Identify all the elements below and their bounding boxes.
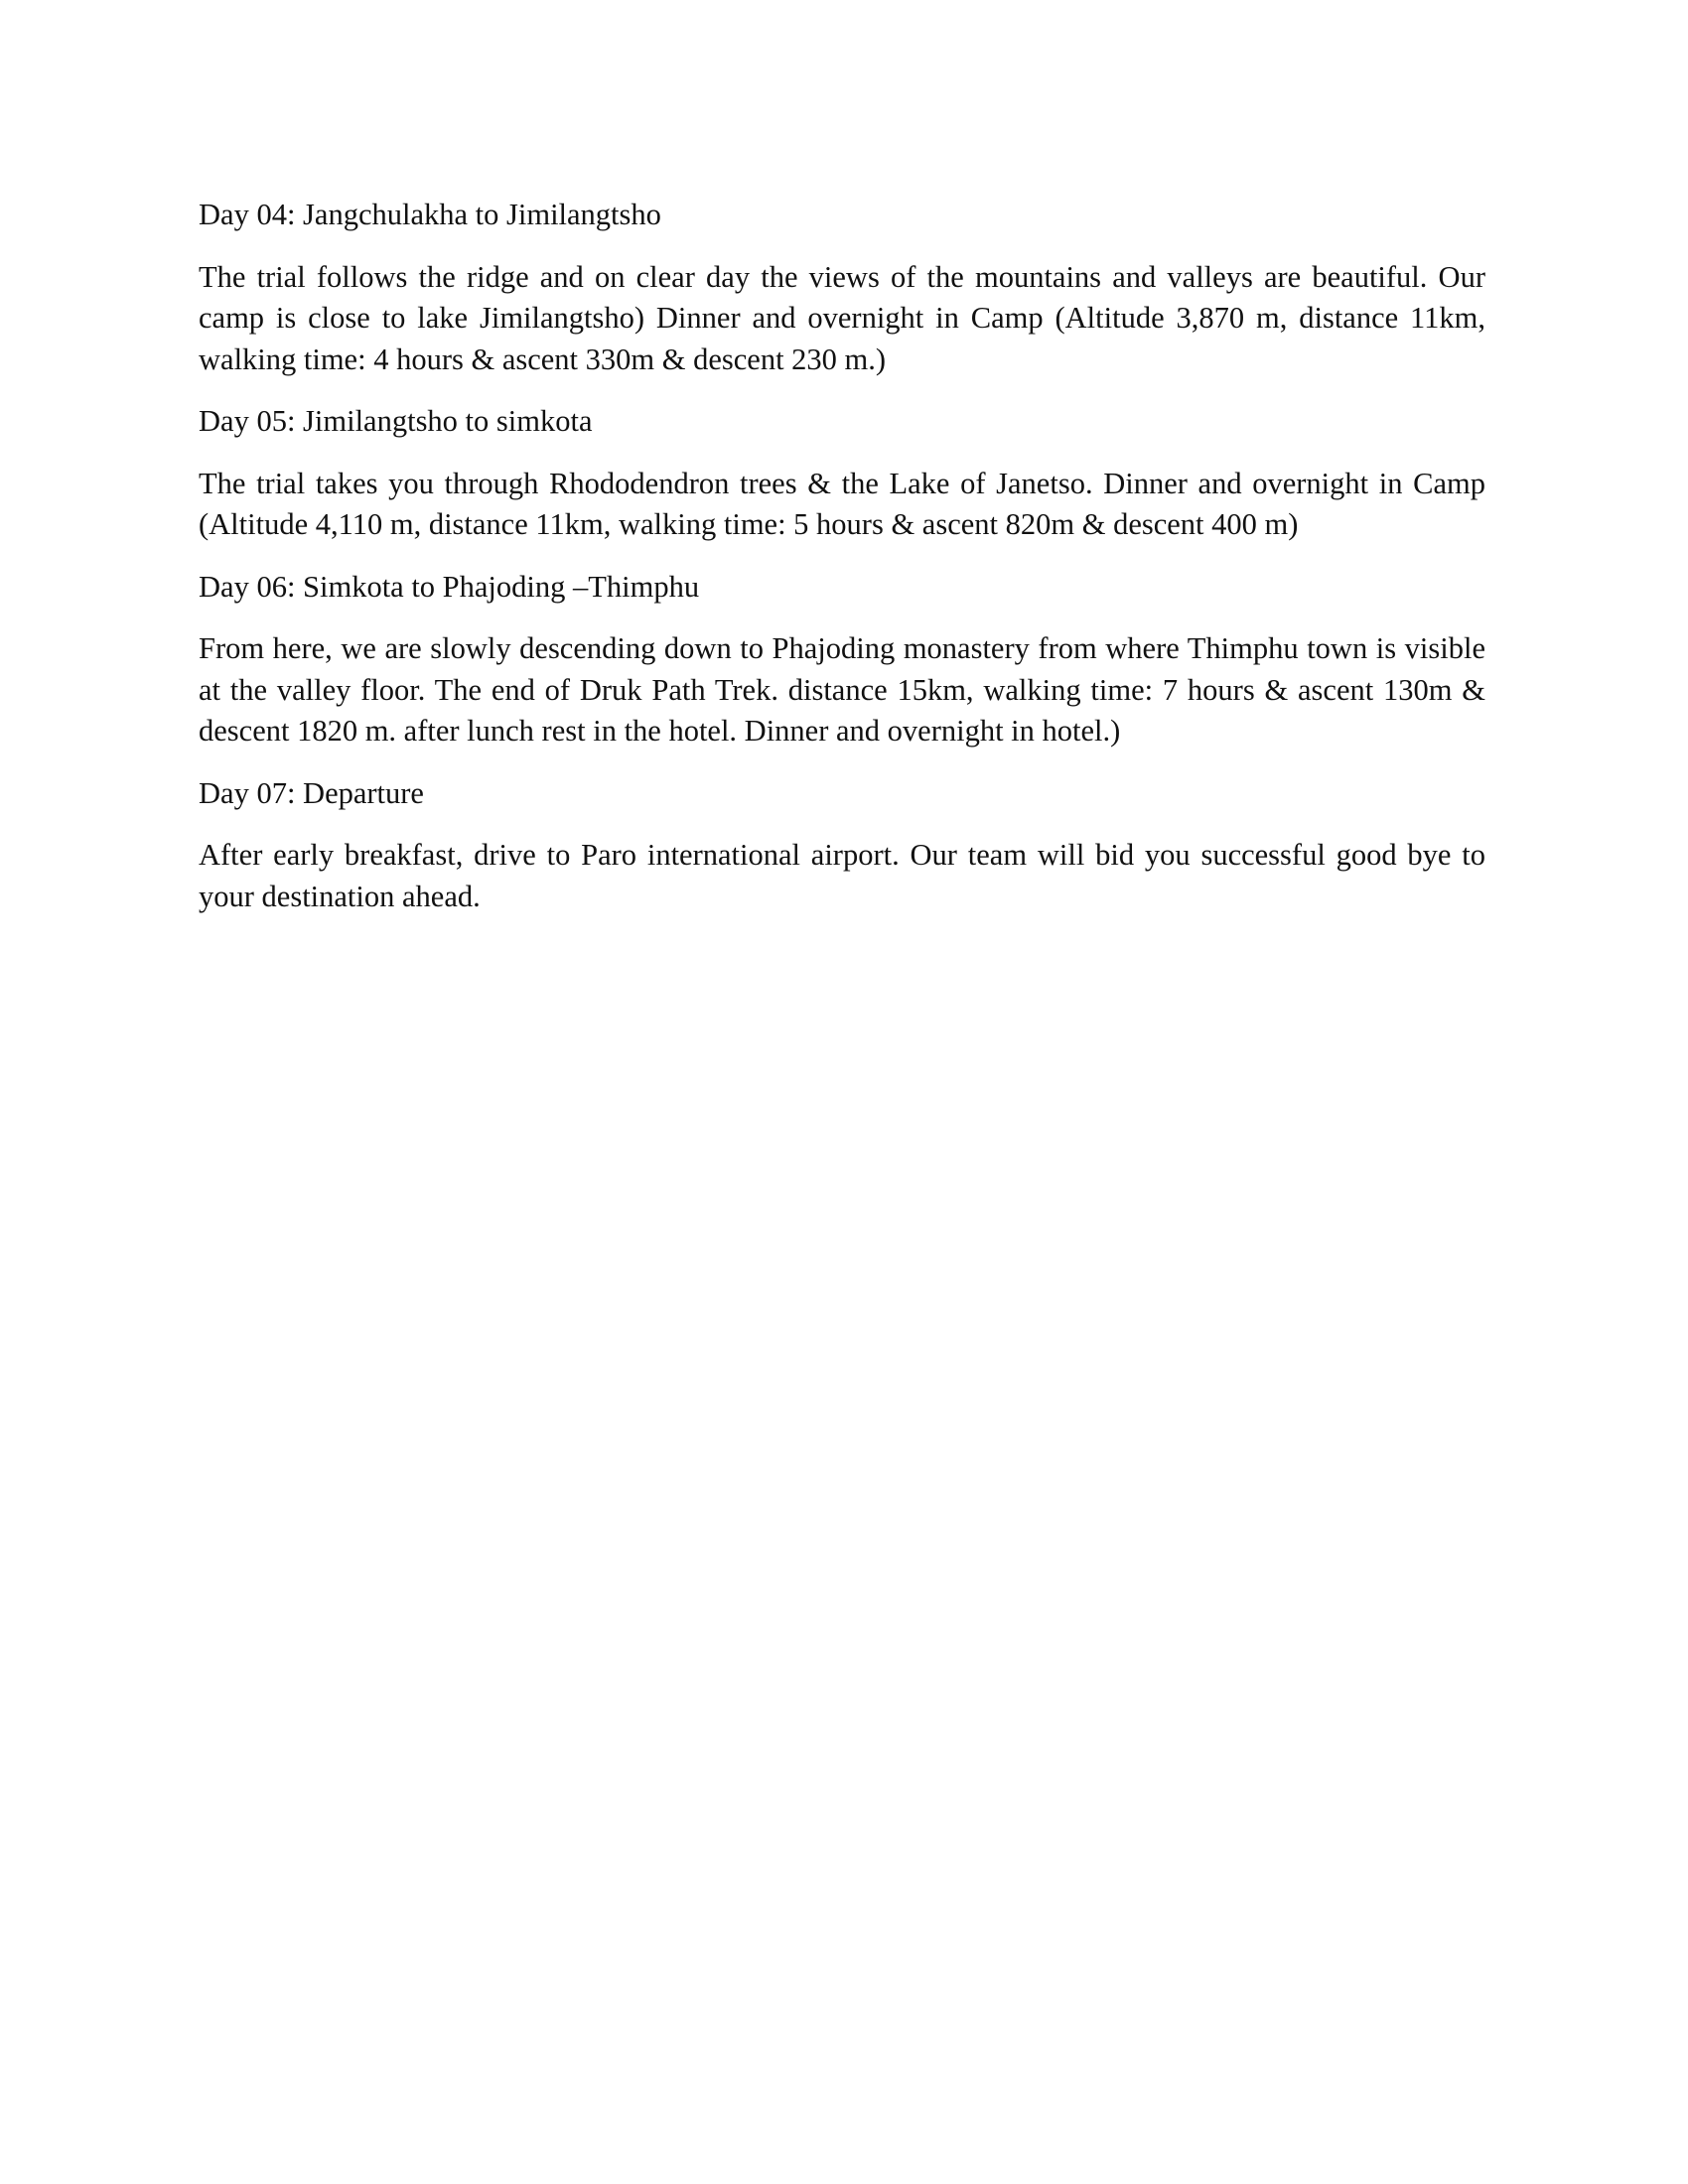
day-07-heading: Day 07: Departure <box>199 775 424 810</box>
day-06-heading: Day 06: Simkota to Phajoding –Thimphu <box>199 569 700 604</box>
day-05-heading: Day 05: Jimilangtsho to simkota <box>199 404 593 438</box>
day-04-description: The trial follows the ridge and on clear day the views of the mountains and valleys are beautiful. Our camp is close to lake Jimilangtsho) Dinner and overnight in Camp (Altitude 3,870 m, distance 11km, walking time: 4 hours & ascent 330m & descent 230 m.) <box>199 259 1485 376</box>
day-07-description: After early breakfast, drive to Paro international airport. Our team will bid you successful good bye to your destination ahead. <box>199 838 1485 913</box>
document-body <box>199 195 1485 938</box>
day-06-description: From here, we are slowly descending down to Phajoding monastery from where Thimphu town is visible at the valley floor. The end of Druk Path Trek. distance 15km, walking time: 7 hours & ascent 130m & descent 1820 m. after lunch rest in the hotel. Dinner and overnight in hotel.) <box>199 631 1485 748</box>
day-04-heading: Day 04: Jangchulakha to Jimilangtsho <box>199 198 661 231</box>
day-05-description: The trial takes you through Rhododendron trees & the Lake of Janetso. Dinner and overnight in Camp (Altitude 4,110 m, distance 11km, walking time: 5 hours & ascent 820m & descent 400 m) <box>199 466 1485 541</box>
